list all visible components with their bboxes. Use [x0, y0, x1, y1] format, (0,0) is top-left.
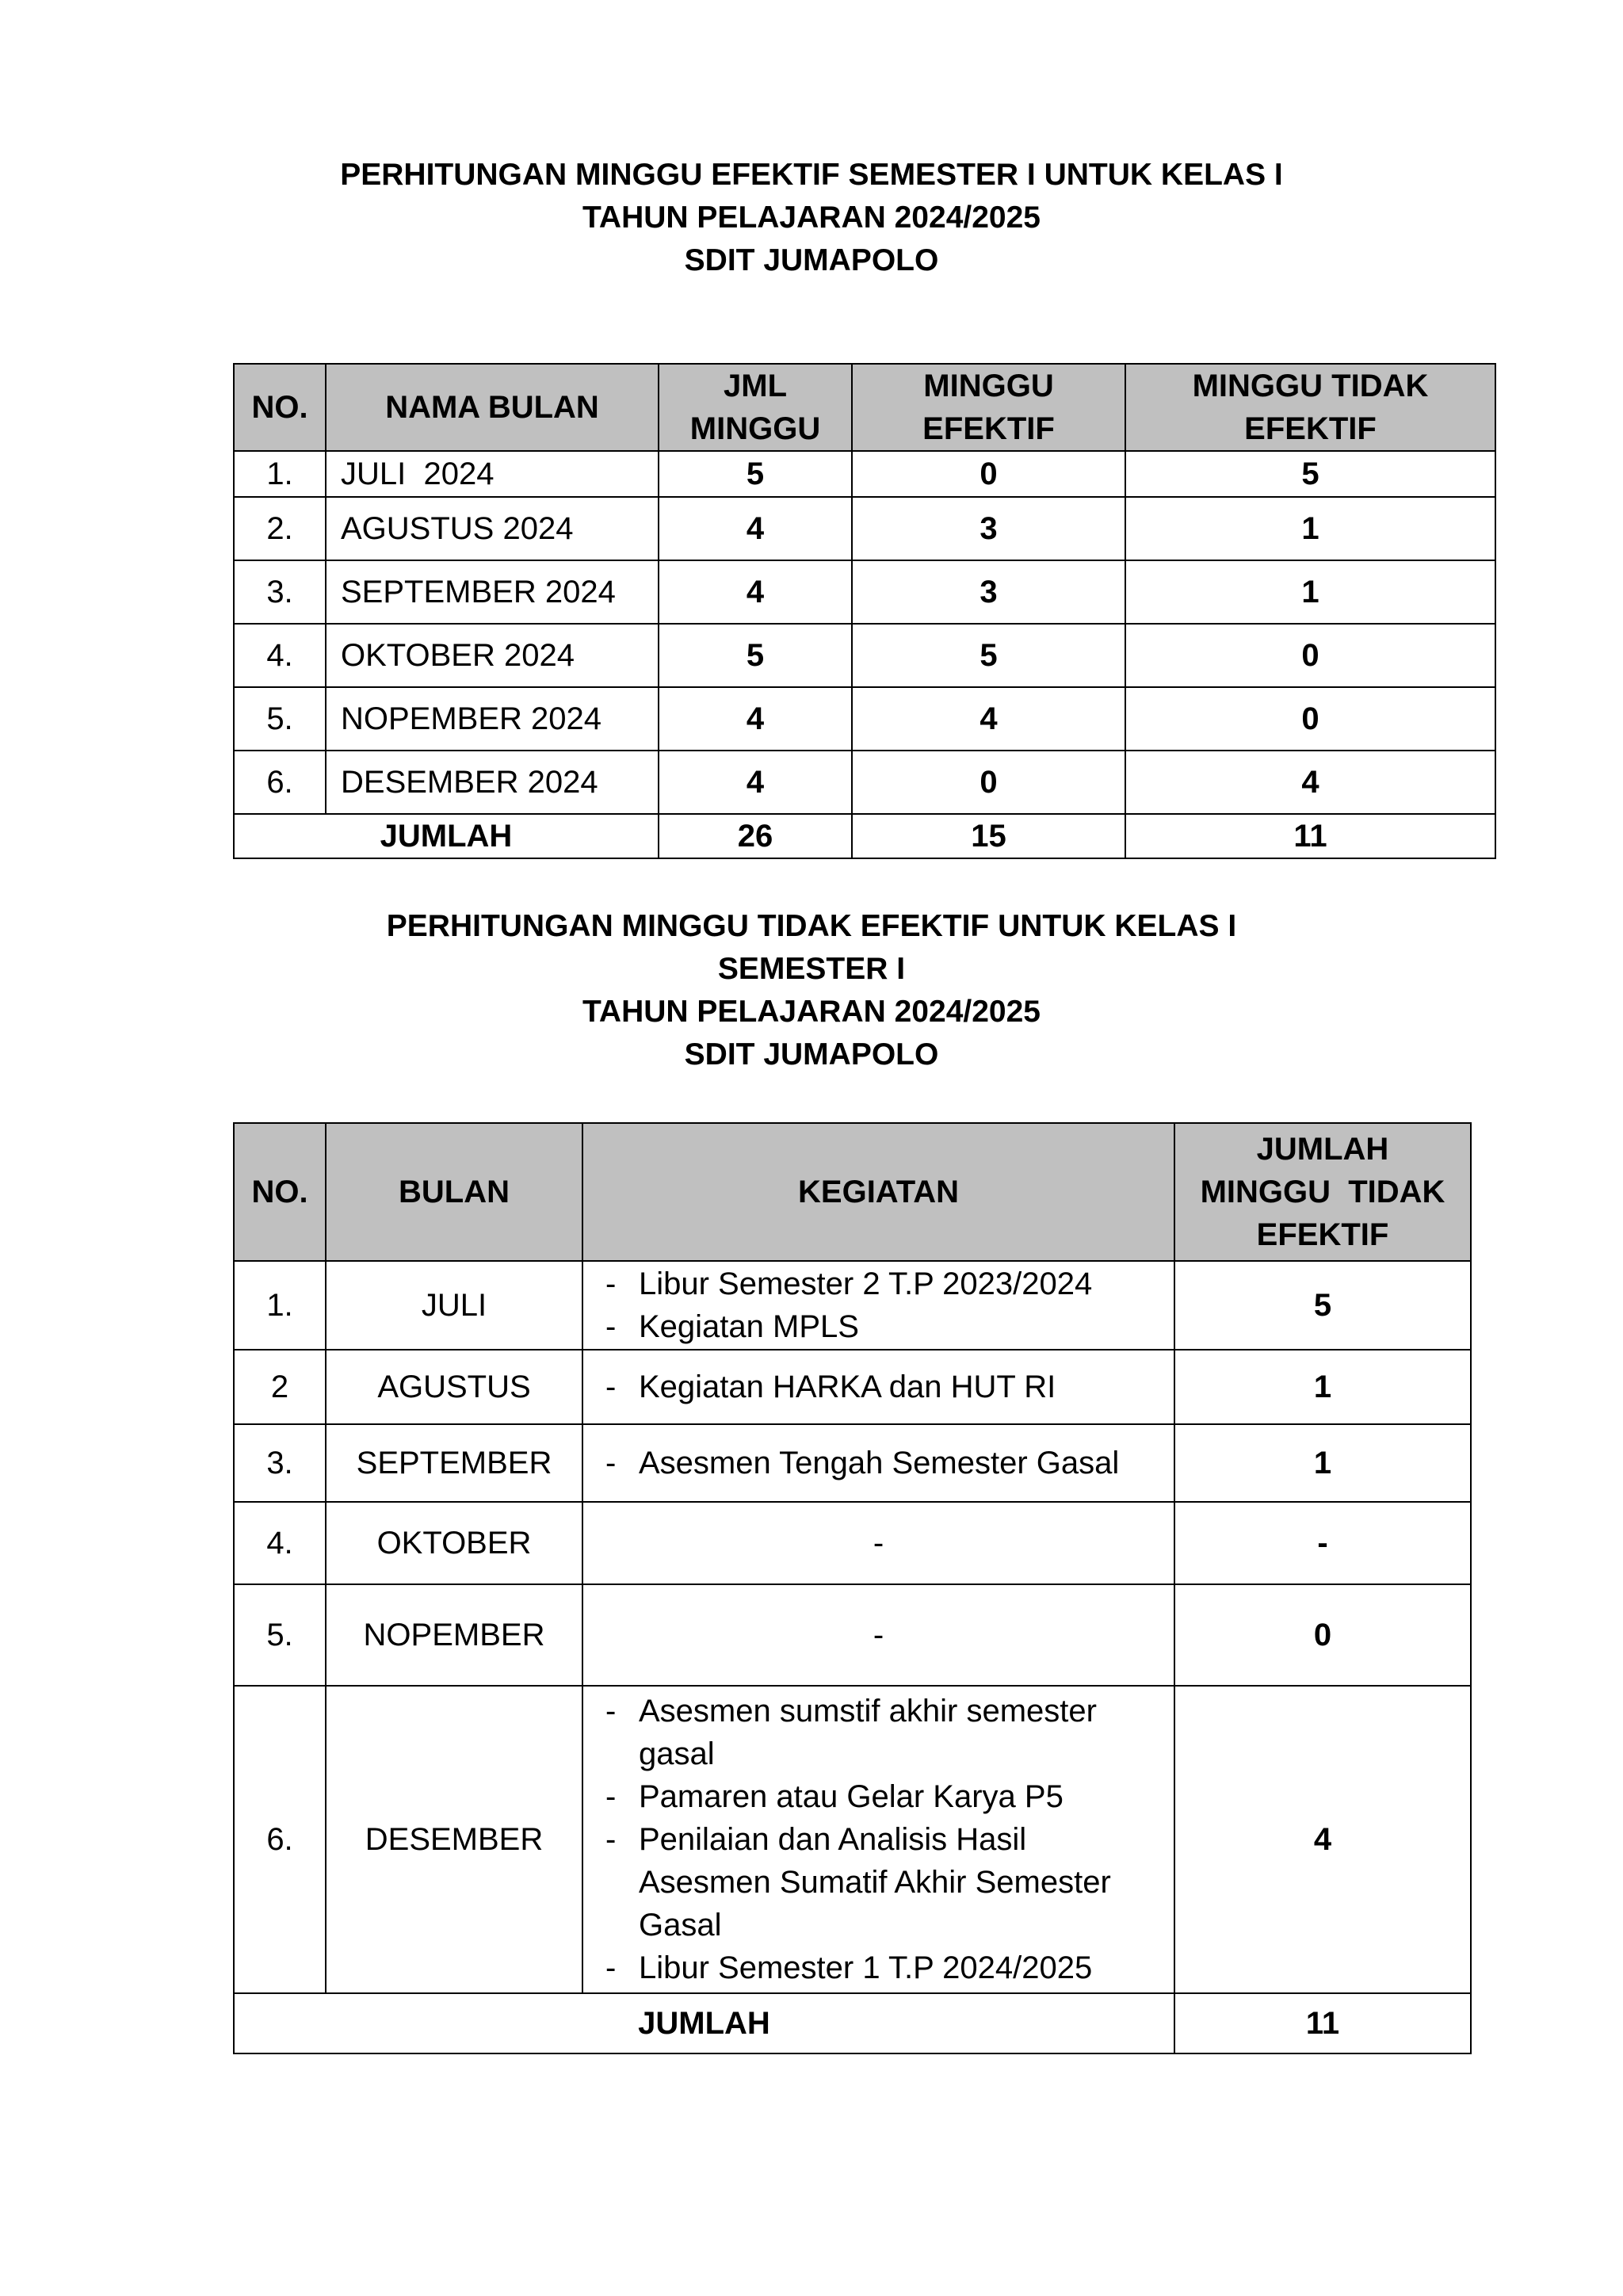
header-jumlah-line-1: JUMLAH: [1256, 1132, 1389, 1167]
header-kegiatan: KEGIATAN: [582, 1123, 1174, 1261]
header-minggu-efektif-line-2: EFEKTIF: [922, 411, 1055, 446]
total-jml: 26: [659, 814, 852, 858]
row-tidak-efektif: 0: [1125, 624, 1495, 687]
table2-title-line-2: SEMESTER I: [717, 952, 906, 986]
row-bulan: DESEMBER 2024: [326, 751, 659, 814]
row-jumlah: 1: [1174, 1350, 1471, 1424]
header-bulan: BULAN: [326, 1123, 582, 1261]
row-jumlah: 5: [1174, 1261, 1471, 1350]
row-tidak-efektif: 1: [1125, 497, 1495, 560]
header-minggu-efektif: [852, 364, 1125, 451]
table-row: [234, 687, 1495, 751]
row-no: 6.: [234, 751, 326, 814]
table-row: [234, 1686, 1471, 1993]
table-row: [234, 1350, 1471, 1424]
table2-title-line-1: PERHITUNGAN MINGGU TIDAK EFEKTIF UNTUK KELAS I: [386, 909, 1237, 943]
row-tidak-efektif: 0: [1125, 687, 1495, 751]
kegiatan-item: - Asesmen Tengah Semester Gasal: [599, 1442, 1158, 1484]
header-jml-minggu-line-2: MINGGU: [689, 411, 821, 446]
table2-title: [0, 905, 1623, 1076]
table1-total-row: [234, 814, 1495, 858]
row-kegiatan: [582, 1424, 1174, 1502]
header-jml-minggu: [659, 364, 852, 451]
row-jml: 4: [659, 497, 852, 560]
table1-header-row: [234, 364, 1495, 451]
row-tidak-efektif: 1: [1125, 560, 1495, 624]
row-kegiatan: -: [582, 1502, 1174, 1584]
table2-header-row: [234, 1123, 1471, 1261]
row-no: 3.: [234, 1424, 326, 1502]
header-no: NO.: [234, 364, 326, 451]
table1-title: [0, 154, 1623, 282]
total-label: JUMLAH: [234, 1993, 1174, 2053]
kegiatan-item: - Pamaren atau Gelar Karya P5: [599, 1775, 1158, 1818]
row-efektif: 3: [852, 560, 1125, 624]
row-no: 5.: [234, 1584, 326, 1686]
row-efektif: 0: [852, 451, 1125, 497]
table-row: [234, 497, 1495, 560]
row-bulan: SEPTEMBER 2024: [326, 560, 659, 624]
row-no: 6.: [234, 1686, 326, 1993]
table-row: [234, 1502, 1471, 1584]
row-kegiatan: -: [582, 1584, 1174, 1686]
table2-title-line-4: SDIT JUMAPOLO: [684, 1037, 939, 1072]
row-jumlah: 4: [1174, 1686, 1471, 1993]
row-jml: 5: [659, 624, 852, 687]
row-tidak-efektif: 4: [1125, 751, 1495, 814]
row-no: 1.: [234, 1261, 326, 1350]
table2-total-row: [234, 1993, 1471, 2053]
row-kegiatan: [582, 1261, 1174, 1350]
table-row: [234, 560, 1495, 624]
header-minggu-tidak-efektif: [1125, 364, 1495, 451]
row-kegiatan: [582, 1686, 1174, 1993]
row-jml: 5: [659, 451, 852, 497]
row-no: 4.: [234, 1502, 326, 1584]
row-jml: 4: [659, 751, 852, 814]
row-jumlah: -: [1174, 1502, 1471, 1584]
row-bulan: NOPEMBER: [326, 1584, 582, 1686]
row-bulan: JULI: [326, 1261, 582, 1350]
row-bulan: JULI 2024: [326, 451, 659, 497]
header-jml-minggu-line-1: JML: [724, 369, 787, 403]
row-jumlah: 1: [1174, 1424, 1471, 1502]
row-bulan: DESEMBER: [326, 1686, 582, 1993]
header-nama-bulan: NAMA BULAN: [326, 364, 659, 451]
table-row: [234, 1584, 1471, 1686]
header-jumlah-minggu-tidak-efektif: [1174, 1123, 1471, 1261]
table-row: [234, 624, 1495, 687]
row-no: 2.: [234, 497, 326, 560]
table-row: [234, 751, 1495, 814]
header-minggu-tidak-efektif-line-2: EFEKTIF: [1244, 411, 1377, 446]
table-row: [234, 1424, 1471, 1502]
kegiatan-item: - Asesmen sumstif akhir semester gasal: [599, 1690, 1158, 1775]
row-bulan: SEPTEMBER: [326, 1424, 582, 1502]
row-no: 3.: [234, 560, 326, 624]
row-bulan: NOPEMBER 2024: [326, 687, 659, 751]
row-efektif: 5: [852, 624, 1125, 687]
row-bulan: OKTOBER 2024: [326, 624, 659, 687]
row-efektif: 3: [852, 497, 1125, 560]
total-efektif: 15: [852, 814, 1125, 858]
header-jumlah-line-2: MINGGU TIDAK: [1200, 1175, 1445, 1209]
row-no: 5.: [234, 687, 326, 751]
table2-title-line-3: TAHUN PELAJARAN 2024/2025: [582, 995, 1041, 1029]
effective-weeks-table: [233, 363, 1496, 859]
kegiatan-item: - Penilaian dan Analisis Hasil Asesmen Sumatif Akhir Semester Gasal: [599, 1818, 1158, 1946]
kegiatan-item: - Libur Semester 1 T.P 2024/2025: [599, 1946, 1158, 1989]
table-row: [234, 451, 1495, 497]
row-bulan: AGUSTUS: [326, 1350, 582, 1424]
kegiatan-item: - Libur Semester 2 T.P 2023/2024: [599, 1263, 1158, 1305]
non-effective-weeks-table: [233, 1122, 1472, 2054]
row-no: 4.: [234, 624, 326, 687]
row-kegiatan: [582, 1350, 1174, 1424]
table1-title-line-1: PERHITUNGAN MINGGU EFEKTIF SEMESTER I UNTUK KELAS I: [340, 158, 1283, 192]
row-jml: 4: [659, 560, 852, 624]
kegiatan-item: - Kegiatan MPLS: [599, 1305, 1158, 1348]
header-minggu-efektif-line-1: MINGGU: [923, 369, 1054, 403]
row-efektif: 4: [852, 687, 1125, 751]
row-no: 1.: [234, 451, 326, 497]
table1-title-line-2: TAHUN PELAJARAN 2024/2025: [582, 201, 1041, 235]
total-label: JUMLAH: [234, 814, 659, 858]
total-jumlah: 11: [1174, 1993, 1471, 2053]
header-no: NO.: [234, 1123, 326, 1261]
table-row: [234, 1261, 1471, 1350]
table1-title-line-3: SDIT JUMAPOLO: [684, 243, 939, 277]
row-bulan: AGUSTUS 2024: [326, 497, 659, 560]
row-no: 2: [234, 1350, 326, 1424]
row-jumlah: 0: [1174, 1584, 1471, 1686]
header-jumlah-line-3: EFEKTIF: [1256, 1217, 1389, 1252]
total-tidak-efektif: 11: [1125, 814, 1495, 858]
row-bulan: OKTOBER: [326, 1502, 582, 1584]
row-efektif: 0: [852, 751, 1125, 814]
row-tidak-efektif: 5: [1125, 451, 1495, 497]
row-jml: 4: [659, 687, 852, 751]
kegiatan-item: - Kegiatan HARKA dan HUT RI: [599, 1366, 1158, 1408]
header-minggu-tidak-efektif-line-1: MINGGU TIDAK: [1192, 369, 1429, 403]
